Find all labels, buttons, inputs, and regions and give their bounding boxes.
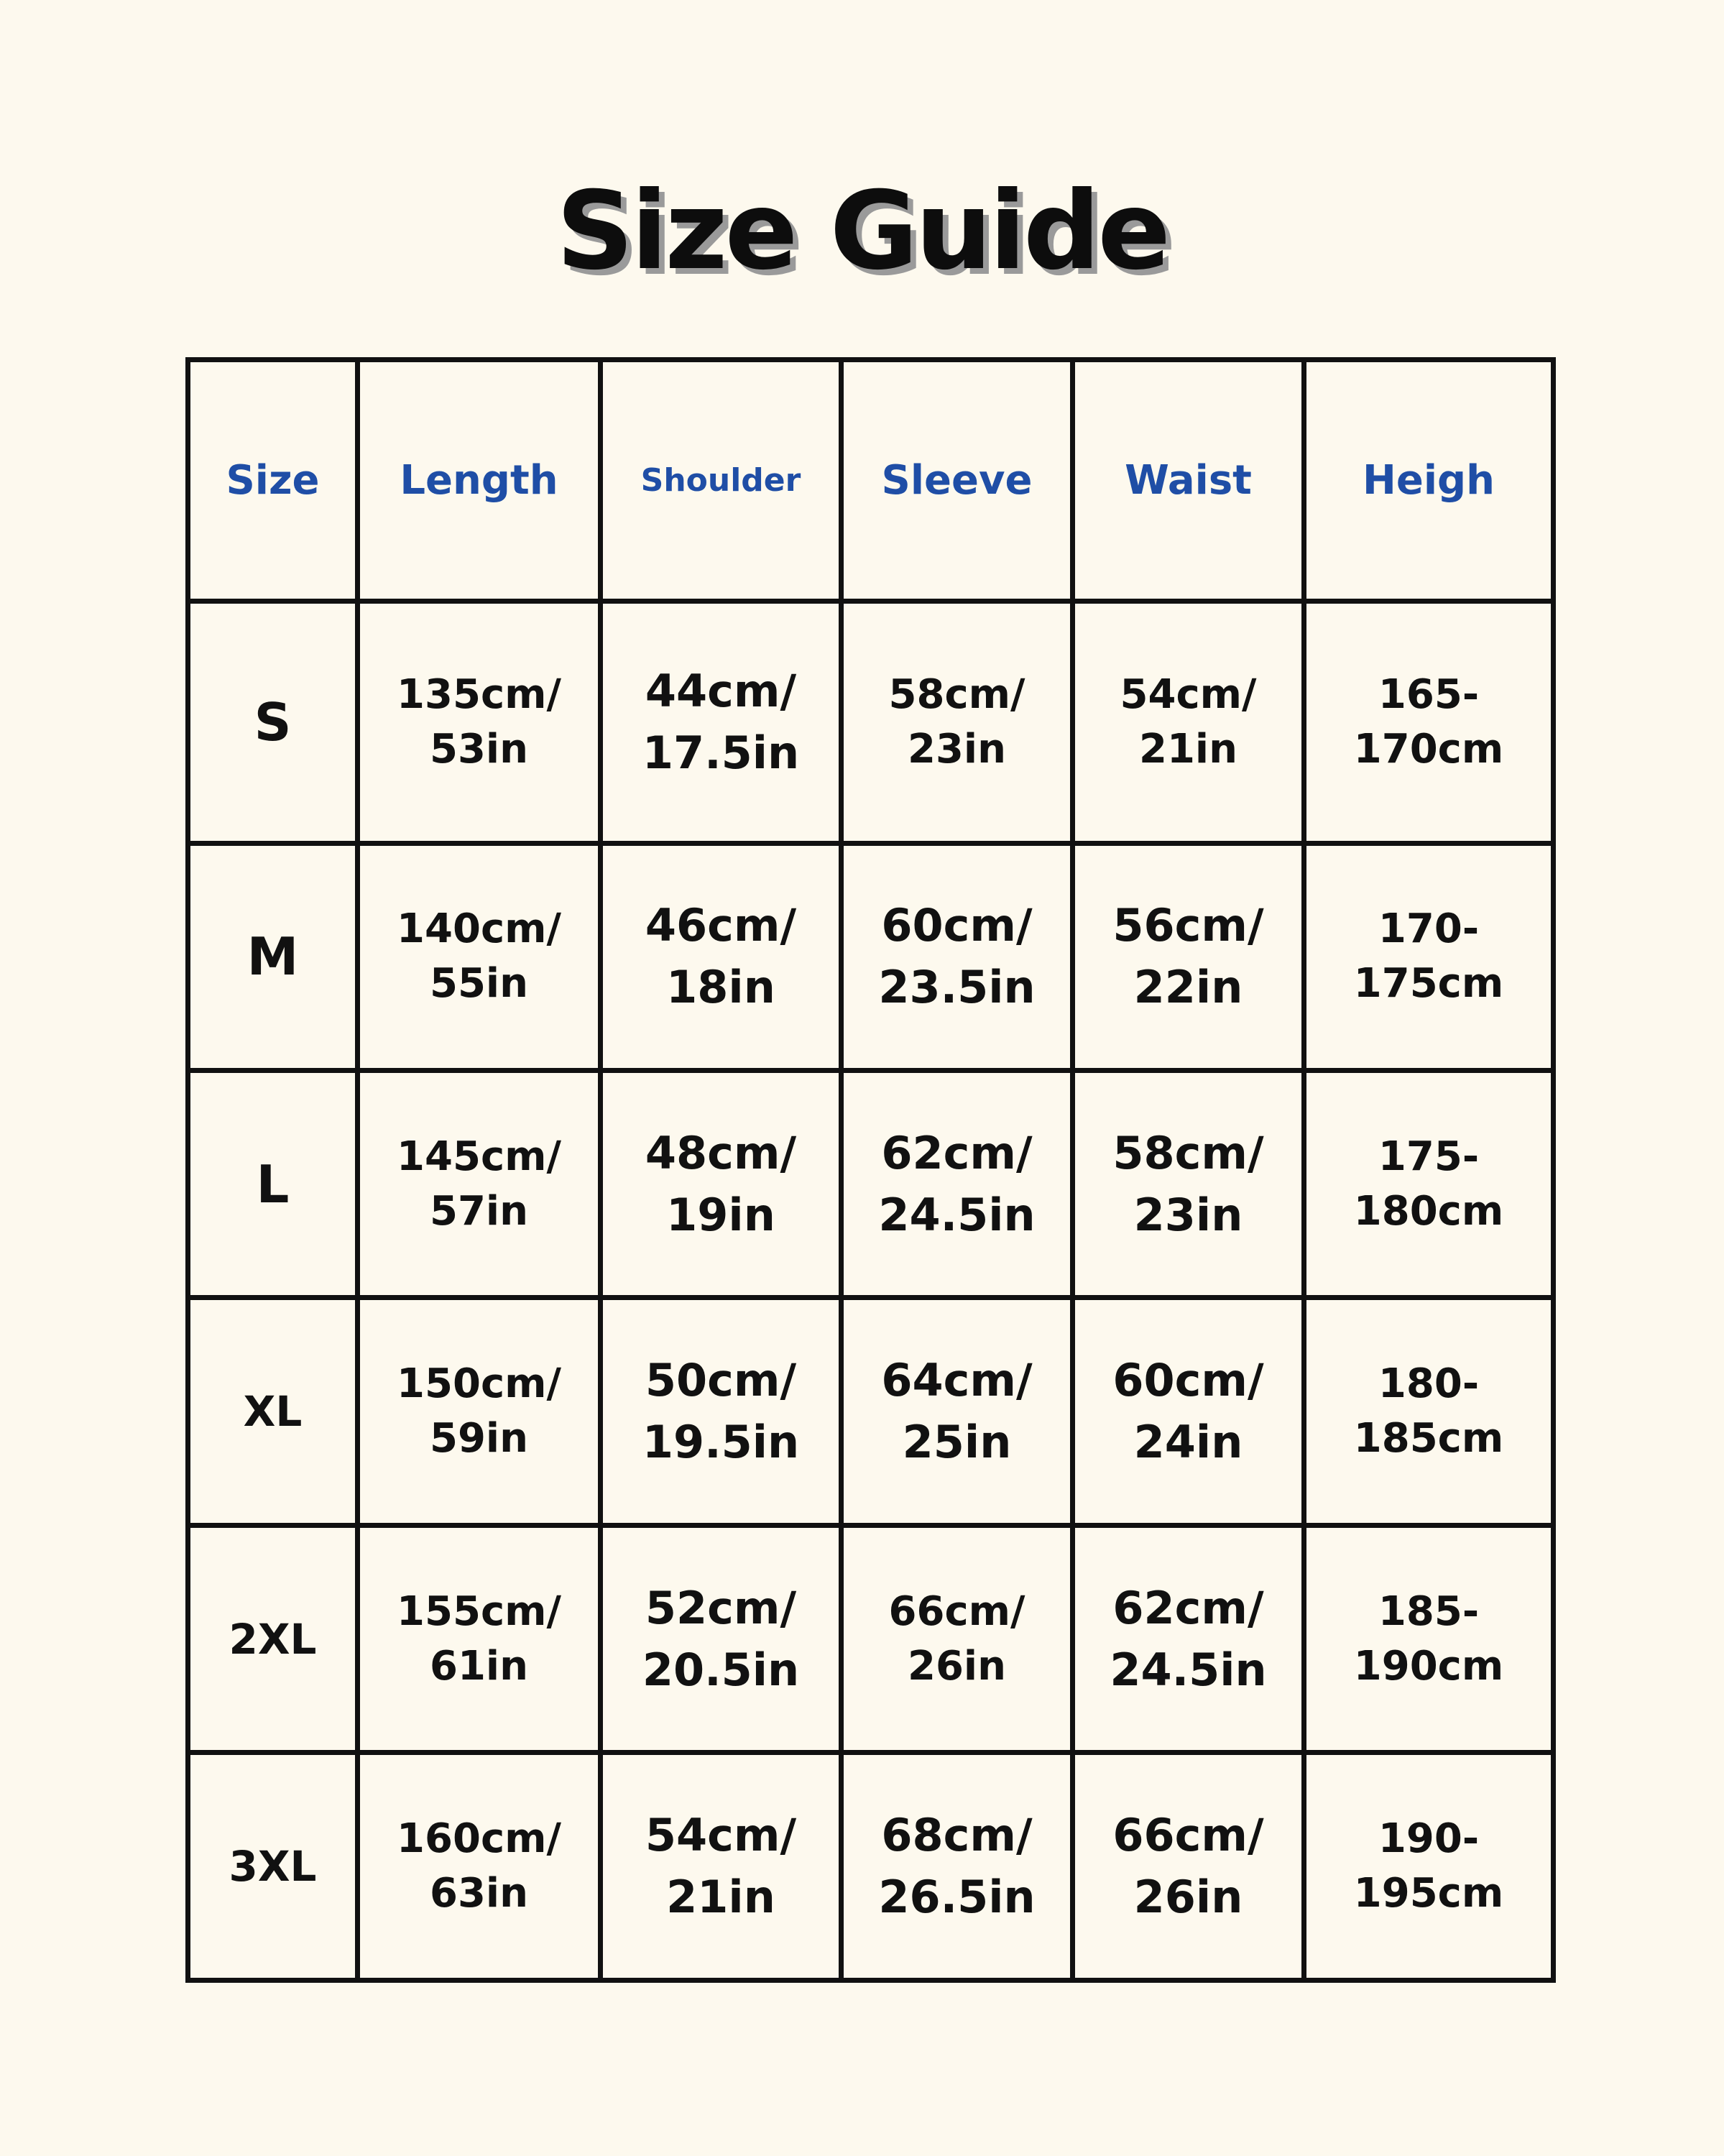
length-cell: 160cm/ 63in	[358, 1753, 601, 1981]
table-row	[188, 843, 1554, 1070]
shoulder-cell: 44cm/ 17.5in	[601, 602, 842, 844]
table-row	[188, 1525, 1554, 1752]
header-waist: Waist	[1073, 360, 1304, 602]
table-row	[188, 1298, 1554, 1525]
shoulder-cell: 52cm/ 20.5in	[601, 1525, 842, 1752]
height-cell: 185- 190cm	[1304, 1525, 1554, 1752]
header-sleeve: Sleeve	[842, 360, 1073, 602]
header-shoulder: Shoulder	[601, 360, 842, 602]
waist-cell: 62cm/ 24.5in	[1073, 1525, 1304, 1752]
table-row	[188, 1753, 1554, 1981]
height-cell: 170- 175cm	[1304, 843, 1554, 1070]
shoulder-cell: 54cm/ 21in	[601, 1753, 842, 1981]
size-cell: 3XL	[188, 1753, 358, 1981]
height-cell: 190- 195cm	[1304, 1753, 1554, 1981]
header-length: Length	[358, 360, 601, 602]
header-height: Heigh	[1304, 360, 1554, 602]
table-header-row	[188, 360, 1554, 602]
size-cell: 2XL	[188, 1525, 358, 1752]
sleeve-cell: 62cm/ 24.5in	[842, 1071, 1073, 1298]
length-cell: 140cm/ 55in	[358, 843, 601, 1070]
sleeve-cell: 66cm/ 26in	[842, 1525, 1073, 1752]
waist-cell: 54cm/ 21in	[1073, 602, 1304, 844]
waist-cell: 66cm/ 26in	[1073, 1753, 1304, 1981]
length-cell: 145cm/ 57in	[358, 1071, 601, 1298]
length-cell: 135cm/ 53in	[358, 602, 601, 844]
table-row	[188, 1071, 1554, 1298]
sleeve-cell: 64cm/ 25in	[842, 1298, 1073, 1525]
shoulder-cell: 48cm/ 19in	[601, 1071, 842, 1298]
size-cell: L	[188, 1071, 358, 1298]
height-cell: 180- 185cm	[1304, 1298, 1554, 1525]
size-cell: S	[188, 602, 358, 844]
sleeve-cell: 60cm/ 23.5in	[842, 843, 1073, 1070]
page-title: Size Guide	[556, 169, 1168, 294]
shoulder-cell: 46cm/ 18in	[601, 843, 842, 1070]
height-cell: 175- 180cm	[1304, 1071, 1554, 1298]
height-cell: 165- 170cm	[1304, 602, 1554, 844]
size-guide-table	[185, 357, 1556, 1983]
header-size: Size	[188, 360, 358, 602]
sleeve-cell: 58cm/ 23in	[842, 602, 1073, 844]
size-cell: XL	[188, 1298, 358, 1525]
size-cell: M	[188, 843, 358, 1070]
waist-cell: 58cm/ 23in	[1073, 1071, 1304, 1298]
waist-cell: 60cm/ 24in	[1073, 1298, 1304, 1525]
shoulder-cell: 50cm/ 19.5in	[601, 1298, 842, 1525]
sleeve-cell: 68cm/ 26.5in	[842, 1753, 1073, 1981]
waist-cell: 56cm/ 22in	[1073, 843, 1304, 1070]
length-cell: 150cm/ 59in	[358, 1298, 601, 1525]
table-row	[188, 602, 1554, 844]
length-cell: 155cm/ 61in	[358, 1525, 601, 1752]
